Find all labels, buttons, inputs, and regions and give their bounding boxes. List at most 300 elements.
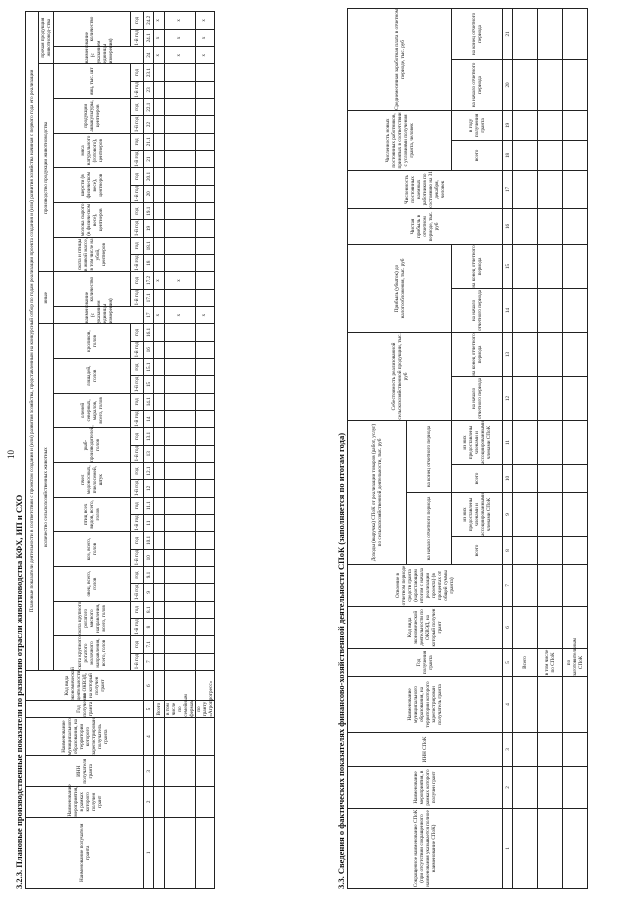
livestock-year1-6: 1-й год: [131, 480, 144, 497]
col-header-municipality: Наименование муниципального образования, на территории которого зарегистрирован получатель гранта: [348, 677, 503, 733]
empty-cell: [513, 140, 538, 170]
x-mark: x: [165, 29, 196, 46]
col-number-cell: 21.1: [144, 133, 154, 150]
empty-cell: [196, 64, 215, 81]
col-number-cell: 4: [144, 717, 154, 756]
empty-cell: [154, 532, 165, 549]
livestock-year-1: год: [131, 636, 144, 653]
col-number-cell: 1: [144, 817, 154, 888]
col-number-cell: 2: [503, 767, 513, 809]
empty-cell: [165, 653, 196, 670]
other-qty-year1: 1-й год: [131, 289, 144, 306]
empty-cell: [538, 170, 563, 208]
empty-cell: [538, 59, 563, 110]
other-name-col: наименование (с указанием единицы измерения): [54, 306, 144, 323]
livestock-col-5: птиц всех видов, всего, голов: [54, 497, 131, 532]
col-number-cell: 23.1: [144, 64, 154, 81]
empty-cell: [165, 601, 196, 618]
empty-cell: [196, 532, 215, 549]
empty-cell: [196, 480, 215, 497]
col-header-event-name: Наименование мероприятия, в рамках которого получен грант: [348, 767, 503, 809]
col-number-cell: 12.1: [144, 462, 154, 479]
col-header-workers: Численность постоянных наемных работников по состоянию на 31 декабря, человек: [348, 170, 503, 208]
col-header-new-workers: Численность новых постоянных работников, принятых в соответствии с условиями получения гранта, человек: [348, 110, 452, 170]
col-number-cell: 13: [503, 332, 513, 376]
other-products-qty-year: год: [131, 12, 144, 30]
empty-cell: [165, 202, 196, 219]
empty-cell: [165, 289, 196, 306]
col-header-inn: ИНН получателя гранта: [26, 756, 144, 787]
empty-cell: [165, 717, 196, 756]
production-year1-5: 1-й год: [131, 116, 144, 133]
empty-cell: [154, 341, 165, 358]
production-col-6: яиц, тыс. шт: [54, 64, 131, 99]
empty-cell: [196, 756, 215, 787]
empty-cell: [154, 497, 165, 514]
col-number-cell: 20: [503, 59, 513, 110]
x-mark: x: [196, 306, 215, 323]
empty-cell: [513, 677, 538, 733]
livestock-year1-1: 1-й год: [131, 653, 144, 670]
empty-cell: [196, 428, 215, 445]
col-number-cell: 7.1: [144, 636, 154, 653]
empty-cell: [196, 584, 215, 601]
col-number-cell: 9.1: [144, 566, 154, 583]
empty-cell: [513, 465, 538, 493]
empty-cell: [563, 59, 588, 110]
cost-start-period: на начало отчетного периода: [452, 376, 503, 420]
row-label: Всего: [154, 701, 165, 717]
empty-cell: [196, 653, 215, 670]
empty-cell: [165, 220, 196, 237]
empty-cell: [196, 133, 215, 150]
x-mark: x: [154, 47, 165, 64]
x-mark: x: [154, 272, 165, 289]
empty-cell: [513, 537, 538, 565]
col-header-grant-usage: Освоение в отчетном периоде средств гранта (нарастающим итогом с начала реализации проекта) (в процентах от общей суммы гранта): [348, 565, 503, 607]
row-label: Всего: [513, 649, 538, 677]
col-number-cell: 20.1: [144, 168, 154, 185]
livestock-year1-7: 1-й год: [131, 445, 144, 462]
livestock-year-9: год: [131, 358, 144, 375]
empty-cell: [165, 237, 196, 254]
empty-cell: [154, 549, 165, 566]
empty-cell: [154, 99, 165, 116]
empty-cell: [165, 636, 196, 653]
empty-cell: [563, 767, 588, 809]
empty-cell: [538, 493, 563, 537]
empty-cell: [196, 341, 215, 358]
empty-cell: [513, 8, 538, 59]
empty-cell: [538, 420, 563, 464]
col-number-cell: 13: [144, 445, 154, 462]
col-number-cell: 19.1: [144, 202, 154, 219]
livestock-year1-9: 1-й год: [131, 376, 144, 393]
col-number-cell: 6: [144, 670, 154, 701]
col-number-cell: 1: [503, 809, 513, 889]
empty-cell: [165, 445, 196, 462]
x-mark: x: [165, 47, 196, 64]
empty-cell: [513, 208, 538, 244]
empty-cell: [165, 254, 196, 271]
livestock-year-5: год: [131, 497, 144, 514]
col-number-cell: 24.2: [144, 12, 154, 30]
col-number-cell: 24: [144, 47, 154, 64]
livestock-year1-3: 1-й год: [131, 584, 144, 601]
empty-cell: [165, 787, 196, 818]
empty-cell: [154, 376, 165, 393]
col-number-cell: 15: [503, 244, 513, 288]
livestock-col-10: кроликов, голов: [54, 324, 131, 359]
col-number-cell: 3: [144, 756, 154, 787]
x-mark: x: [154, 12, 165, 30]
group-other: иные: [39, 272, 54, 324]
col-number-cell: 10: [503, 465, 513, 493]
other-products-qty-col: количество: [54, 12, 131, 47]
col-header-net-profit: Чистая прибыль в отчетном периоде, тыс. руб: [348, 208, 503, 244]
row-label: в том числе по СПоК: [538, 649, 563, 677]
empty-cell: [154, 185, 165, 202]
empty-cell: [154, 116, 165, 133]
production-year-2: год: [131, 202, 144, 219]
empty-cell: [154, 151, 165, 168]
empty-cell: [196, 497, 215, 514]
col-header-event-name: Наименование мероприятия, в рамках которого получен грант: [26, 787, 144, 818]
salary-start-period: на начало отчетного периода: [452, 59, 503, 110]
empty-cell: [154, 445, 165, 462]
empty-cell: [563, 208, 588, 244]
empty-cell: [563, 170, 588, 208]
livestock-year-3: год: [131, 566, 144, 583]
empty-cell: [196, 410, 215, 427]
col-header-okved: Код вида экономической деятельности по ОКВЭД, на который получен грант: [26, 670, 144, 701]
profit-end-period: на конец отчетного периода: [452, 244, 503, 288]
empty-cell: [538, 208, 563, 244]
col-number-cell: 14.1: [144, 393, 154, 410]
empty-cell: [165, 341, 196, 358]
col-number-cell: 8.1: [144, 601, 154, 618]
revenue-start-of-them: из них предоставлены членами и ассоциированными членами СПоК: [452, 493, 503, 537]
empty-cell: [165, 670, 196, 701]
empty-cell: [196, 220, 215, 237]
planned-indicators-table: [25, 11, 215, 889]
x-mark: x: [196, 12, 215, 30]
col-number-cell: 21: [503, 8, 513, 59]
empty-cell: [196, 116, 215, 133]
x-mark: x: [154, 306, 165, 323]
empty-cell: [154, 566, 165, 583]
empty-cell: [563, 110, 588, 140]
empty-cell: [165, 584, 196, 601]
page-number: 10: [6, 450, 16, 459]
empty-cell: [538, 376, 563, 420]
col-header-okved: Код вида экономической деятельности по ОКВЭД, на который получен грант: [348, 607, 503, 649]
empty-cell: [154, 64, 165, 81]
col-number-cell: 20: [144, 185, 154, 202]
empty-cell: [154, 324, 165, 341]
empty-cell: [165, 185, 196, 202]
col-number-cell: 18: [144, 254, 154, 271]
col-number-cell: 12: [503, 376, 513, 420]
empty-cell: [165, 376, 196, 393]
col-number-cell: 18: [503, 140, 513, 170]
col-number-cell: 23: [144, 81, 154, 98]
col-header-cost: Себестоимость реализованной сельскохозяйственной продукции, тыс. руб: [348, 332, 452, 420]
empty-cell: [513, 244, 538, 288]
x-mark: x: [165, 306, 196, 323]
empty-cell: [165, 497, 196, 514]
salary-end-period: на конец отчетного периода: [452, 8, 503, 59]
empty-cell: [154, 601, 165, 618]
empty-cell: [513, 288, 538, 332]
empty-cell: [538, 565, 563, 607]
group-other-products: прочая продукция животновод-ства: [39, 12, 54, 64]
col-number-cell: 17: [503, 170, 513, 208]
empty-cell: [196, 636, 215, 653]
empty-cell: [196, 99, 215, 116]
empty-cell: [196, 566, 215, 583]
empty-cell: [154, 636, 165, 653]
col-number-cell: 14: [144, 410, 154, 427]
livestock-col-3: овец, всего, голов: [54, 566, 131, 601]
empty-cell: [154, 514, 165, 531]
empty-cell: [196, 202, 215, 219]
empty-cell: [165, 410, 196, 427]
production-col-3: шерсти (в физическом весе), центнеров: [54, 168, 131, 203]
empty-cell: [196, 787, 215, 818]
empty-cell: [165, 428, 196, 445]
empty-cell: [196, 549, 215, 566]
production-year-1: год: [131, 237, 144, 254]
x-mark: x: [165, 12, 196, 30]
empty-cell: [154, 480, 165, 497]
empty-cell: [538, 8, 563, 59]
livestock-col-2: скота крупного рогатого мясного направления, всего, голов: [54, 601, 131, 636]
empty-cell: [538, 288, 563, 332]
production-col-4: мяса натурального (готового), центнеров: [54, 133, 131, 168]
livestock-year1-2: 1-й год: [131, 618, 144, 635]
empty-cell: [154, 653, 165, 670]
empty-cell: [538, 332, 563, 376]
col-header-spok-inn: ИНН СПоК: [348, 733, 503, 767]
production-col-5: продукции аквакультуры, центнеров: [54, 99, 131, 134]
empty-cell: [196, 324, 215, 341]
group-production: производство продукции животноводства: [39, 64, 54, 272]
col-header-municipality: Наименование муниципального образования, на территории которого зарегистрирован получатель гранта: [26, 717, 144, 756]
empty-cell: [154, 254, 165, 271]
x-mark: x: [196, 29, 215, 46]
livestock-col-4: коз, всего, голов: [54, 532, 131, 567]
empty-cell: [165, 393, 196, 410]
livestock-col-1: скота крупного рогатого молочного направления, всего, голов: [54, 636, 131, 671]
empty-cell: [563, 332, 588, 376]
empty-cell: [165, 116, 196, 133]
empty-cell: [165, 549, 196, 566]
empty-cell: [563, 677, 588, 733]
empty-cell: [165, 81, 196, 98]
col-number-cell: 22: [144, 116, 154, 133]
col-number-cell: 14: [503, 288, 513, 332]
empty-cell: [196, 462, 215, 479]
empty-cell: [196, 81, 215, 98]
col-number-cell: 17.1: [144, 289, 154, 306]
empty-cell: [563, 376, 588, 420]
col-number-cell: 22.1: [144, 99, 154, 116]
empty-cell: [154, 584, 165, 601]
col-number-cell: 10: [144, 549, 154, 566]
col-header-salary: Среднемесячная заработная плата в отчетном периоде, тыс. руб: [348, 8, 452, 110]
empty-cell: [154, 220, 165, 237]
empty-cell: [196, 393, 215, 410]
empty-cell: [196, 717, 215, 756]
production-year1-1: 1-й год: [131, 254, 144, 271]
empty-cell: [563, 493, 588, 537]
col-number-cell: 17: [144, 306, 154, 323]
livestock-col-9: лошадей, голов: [54, 358, 131, 393]
empty-cell: [538, 767, 563, 809]
empty-cell: [154, 133, 165, 150]
col-number-cell: 12: [144, 480, 154, 497]
empty-cell: [563, 140, 588, 170]
cost-end-period: на конец отчетного периода: [452, 332, 503, 376]
production-col-2: молока сырого (в физическом весе), центнеров: [54, 202, 131, 237]
empty-cell: [513, 110, 538, 140]
col-number-cell: 15.1: [144, 358, 154, 375]
livestock-year-8: год: [131, 393, 144, 410]
col-number-cell: 7: [144, 653, 154, 670]
col-header-spok-name: Сокращенное наименование СПоК (при отсутствии сокращенного наименования указывается полное наименование СПоК): [348, 809, 503, 889]
empty-cell: [165, 618, 196, 635]
empty-cell: [538, 607, 563, 649]
col-number-cell: 11: [503, 420, 513, 464]
empty-cell: [513, 59, 538, 110]
revenue-end-of-them: из них предоставлены членами и ассоциированными членами СПоК: [452, 420, 503, 464]
empty-cell: [538, 465, 563, 493]
row-label: по заготовительным СПоК: [563, 649, 588, 677]
group-livestock: количество сельскохозяйственных животных: [39, 324, 54, 671]
empty-cell: [538, 733, 563, 767]
empty-cell: [196, 445, 215, 462]
empty-cell: [563, 465, 588, 493]
empty-cell: [154, 462, 165, 479]
empty-cell: [563, 809, 588, 889]
col-number-cell: 9: [503, 493, 513, 537]
empty-cell: [165, 566, 196, 583]
empty-cell: [563, 244, 588, 288]
col-number-cell: 5: [503, 649, 513, 677]
empty-cell: [538, 140, 563, 170]
livestock-col-6: пчел медоносных, пчелосемей, штук: [54, 462, 131, 497]
empty-cell: [538, 537, 563, 565]
col-header-revenue: Доходы (выручка) СПоК от реализации товаров (работ, услуг) по сельскохозяйственной деятельности, тыс. руб: [348, 420, 407, 564]
col-number-cell: 4: [503, 677, 513, 733]
empty-cell: [154, 717, 165, 756]
empty-cell: [154, 81, 165, 98]
empty-cell: [538, 244, 563, 288]
livestock-year-2: год: [131, 601, 144, 618]
empty-cell: [513, 733, 538, 767]
empty-cell: [563, 288, 588, 332]
empty-cell: [513, 565, 538, 607]
col-number-cell: 7: [503, 565, 513, 607]
empty-cell: [165, 756, 196, 787]
empty-cell: [154, 817, 165, 888]
x-mark: x: [154, 29, 165, 46]
production-year-3: год: [131, 168, 144, 185]
empty-cell: [196, 618, 215, 635]
livestock-year1-10: 1-й год: [131, 341, 144, 358]
empty-cell: [154, 168, 165, 185]
empty-cell: [513, 420, 538, 464]
livestock-year1-5: 1-й год: [131, 514, 144, 531]
section-title-3-3: 3.3. Сведения о фактических показателях финансово-хозяйственной деятельности СПоК (заполняется по итогам года): [336, 432, 346, 889]
revenue-start-total: всего: [452, 537, 503, 565]
empty-cell: [196, 376, 215, 393]
col-number-cell: 11: [144, 514, 154, 531]
empty-cell: [165, 99, 196, 116]
empty-cell: [196, 185, 215, 202]
empty-cell: [538, 809, 563, 889]
empty-cell: [563, 537, 588, 565]
production-year1-4: 1-й год: [131, 151, 144, 168]
revenue-end-total: всего: [452, 465, 503, 493]
livestock-year-10: год: [131, 324, 144, 341]
production-year-4: год: [131, 133, 144, 150]
empty-cell: [165, 817, 196, 888]
other-qty-year: год: [131, 272, 144, 289]
empty-cell: [154, 756, 165, 787]
profit-start-period: на начало отчетного периода: [452, 288, 503, 332]
col-number-cell: 8: [144, 618, 154, 635]
empty-cell: [196, 168, 215, 185]
empty-cell: [196, 358, 215, 375]
empty-cell: [196, 601, 215, 618]
empty-cell: [196, 254, 215, 271]
empty-cell: [196, 514, 215, 531]
row-label: в том числе по семейным фермам: [165, 694, 195, 717]
empty-cell: [513, 493, 538, 537]
empty-cell: [154, 787, 165, 818]
empty-cell: [154, 428, 165, 445]
empty-cell: [513, 767, 538, 809]
col-number-cell: 10.1: [144, 532, 154, 549]
x-mark: x: [196, 47, 215, 64]
col-number-cell: 19: [503, 110, 513, 140]
col-number-cell: 21: [144, 151, 154, 168]
empty-cell: [154, 202, 165, 219]
col-number-cell: 17.2: [144, 272, 154, 289]
empty-cell: [154, 237, 165, 254]
empty-cell: [563, 565, 588, 607]
empty-cell: [513, 332, 538, 376]
empty-cell: [196, 272, 215, 289]
empty-cell: [165, 358, 196, 375]
livestock-col-8: оленей северных, маралов, всего, голов: [54, 393, 131, 428]
other-qty-col: количество: [54, 272, 131, 307]
production-year1-6: 1-й год: [131, 81, 144, 98]
empty-cell: [154, 358, 165, 375]
empty-cell: [165, 133, 196, 150]
other-products-qty-year1: 1-й год: [131, 29, 144, 46]
col-number-cell: 6: [503, 607, 513, 649]
col-header-grant-year: Год получения гранта: [26, 701, 144, 717]
col-header-planned-indicators: Плановые показатели деятельности в соответствии с проектом создания и (или) развития хозяйства, представленным на конкурсный отбор по годам реализации проекта создания и (или) развития хозяйства начиная с первого года его реализации: [26, 12, 39, 671]
empty-cell: [538, 110, 563, 140]
empty-cell: [165, 462, 196, 479]
empty-cell: [196, 817, 215, 888]
empty-cell: [513, 376, 538, 420]
empty-cell: [563, 420, 588, 464]
